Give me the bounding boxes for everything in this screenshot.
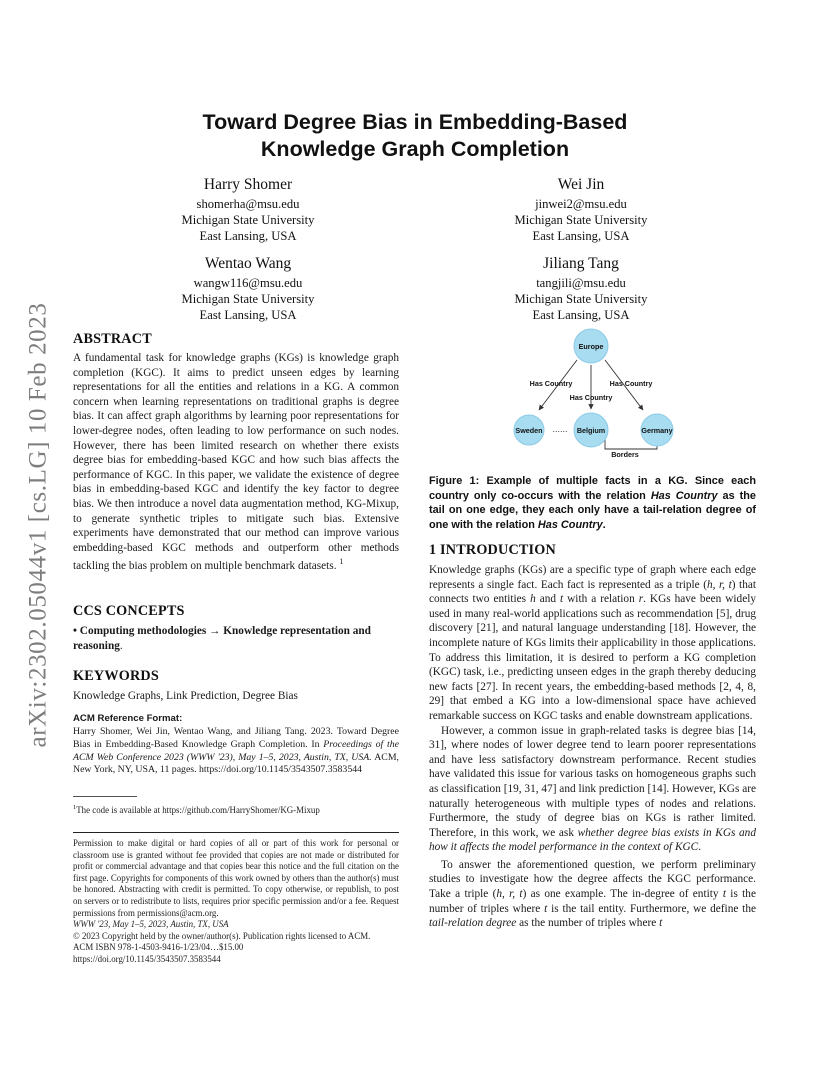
caption-part: as the tail on one edge, they each only have a tail-relation degree of one with the relation <box>429 489 756 531</box>
node-label-europe: Europe <box>578 342 604 351</box>
introduction-paragraph-2 <box>429 724 756 855</box>
math-var: r <box>638 593 644 606</box>
math-var: t <box>560 593 564 606</box>
author-name: Wei Jin <box>557 176 605 193</box>
node-label-sweden: Sweden <box>515 426 543 435</box>
abstract-heading: ABSTRACT <box>73 331 152 347</box>
text-run: However, a common issue in graph-related tasks is degree bias [14, 31], where nodes of lower degree tend to learn poorer representations and have less satisfactory downstream performance. Recent studies have validated this issue for various tasks on homogeneous graphs such as classification [19, 31, 47] and link prediction [14]. However, KGs are naturally heterogeneous with multiple types of nodes and relations. Furthermore, the study of degree bias on KGs is rather limited. Therefore, in this work, we ask <box>429 724 756 839</box>
author-affiliation: Michigan State University <box>514 292 648 306</box>
ccs-detail: Knowledge representation and reasoning <box>73 625 371 652</box>
keywords-heading: KEYWORDS <box>73 668 159 684</box>
author-affiliation: Michigan State University <box>181 292 315 306</box>
author-name: Wentao Wang <box>204 255 292 272</box>
text-run: Knowledge graphs (KGs) are a specific type of graph where each edge represents a single fact. Each fact is represented as a triple ( <box>429 564 756 591</box>
math-var: h <box>530 593 536 606</box>
text-run: To answer the aforementioned question, we perform preliminary studies to investigate how the degree affects the KGC performance. Take a triple ( <box>429 858 756 901</box>
kg-diagram-svg <box>429 320 756 465</box>
ccs-end: . <box>119 639 123 652</box>
caption-relation: Has Country <box>650 489 718 502</box>
math-var: t <box>659 917 663 930</box>
text-run: ) that connects two entities <box>429 578 756 606</box>
math-var: h, r, t <box>706 578 732 591</box>
math-var: t <box>544 902 548 915</box>
text-run: is the tail entity. Furthermore, we define the <box>547 902 756 915</box>
permission-copyright: © 2023 Copyright held by the owner/author(s). Publication rights licensed to ACM. <box>73 930 371 941</box>
caption-part: . <box>602 518 606 531</box>
author-email[interactable]: tangjili@msu.edu <box>536 276 626 290</box>
author-block-2 <box>451 175 711 244</box>
arxiv-stamp-text: arXiv:2302.05044v1 [cs.LG] 10 Feb 2023 <box>24 302 51 748</box>
reference-format-label: ACM Reference Format: <box>73 713 183 724</box>
footnote-rule <box>73 796 137 797</box>
text-run: with a relation <box>563 593 639 606</box>
text-run: as the number of triples where <box>516 917 660 930</box>
caption-relation: Has Country <box>537 518 603 531</box>
author-email[interactable]: shomerha@msu.edu <box>196 197 300 211</box>
caption-part: Figure 1: Example of multiple facts in a KG. Since each country only co-occurs with the relation <box>429 475 756 502</box>
footnote-area <box>73 796 399 817</box>
text-run: and <box>535 593 561 606</box>
author-block-3 <box>118 254 378 323</box>
author-location: East Lansing, USA <box>532 308 630 322</box>
figure-caption-text <box>429 474 756 532</box>
author-block-4 <box>451 254 711 323</box>
author-name: Harry Shomer <box>203 176 293 193</box>
author-affiliation: Michigan State University <box>514 213 648 227</box>
author-affiliation: Michigan State University <box>181 213 315 227</box>
ccs-section <box>73 602 399 653</box>
author-location: East Lansing, USA <box>199 229 297 243</box>
permission-text: Permission to make digital or hard copies of all or part of this work for personal or classroom use is granted without fee provided that copies are not made or distributed for profit or commercial advantage and that copies bear this notice and the full citation on the first page. Copyrights for components of this work owned by others than the author(s) must be honored. Abstracting with credit is permitted. To copy otherwise, or republish, to post on servers or to redistribute to lists, requires prior specific permission and/or a fee. Request permissions from permissions@acm.org. <box>73 838 399 918</box>
reference-format <box>73 713 399 777</box>
permission-isbn: ACM ISBN 978-1-4503-9416-1/23/04…$15.00 <box>73 942 244 953</box>
text-run: . KGs have been widely used in many real-world applications such as recommendation [5], drug discovery [21], and natural language understanding [18]. However, the incomplete nature of KGs limits their applicability in those applications. To address this limitation, it is desired to perform a KG completion (KGC) task, i.e., predicting unseen edges in the graph thereby deducing new facts [27]. In recent years, the embedding-based methods [2, 4, 8, 29] that embed a KG into a low-dimensional space have achieved remarkable success on KGC tasks and enable downstream applications. <box>429 593 756 722</box>
ccs-arrow: → <box>209 625 221 637</box>
ccs-heading: CCS CONCEPTS <box>73 603 185 619</box>
emphasis: tail-relation degree <box>429 917 517 930</box>
figure-1-kg-diagram <box>429 320 756 465</box>
abstract-section <box>73 330 399 574</box>
introduction-paragraph-3 <box>429 858 756 931</box>
reference-text-before: Harry Shomer, Wei Jin, Wentao Wang, and Jiliang Tang. 2023. Toward Degree Bias in Embedding-Based Knowledge Graph Completion. In <box>73 726 399 750</box>
footnote-text <box>73 802 399 817</box>
introduction-paragraph-1 <box>429 563 756 724</box>
edge-label-right: Has Country <box>609 379 653 388</box>
abstract-text <box>73 351 399 574</box>
author-location: East Lansing, USA <box>532 229 630 243</box>
title-line-1: Toward Degree Bias in Embedding-Based <box>202 110 628 134</box>
ccs-concepts <box>73 624 399 653</box>
author-email[interactable]: jinwei2@msu.edu <box>535 197 627 211</box>
node-label-germany: Germany <box>641 426 673 435</box>
permission-block <box>73 832 399 966</box>
reference-venue: Proceedings of the ACM Web Conference 2023 (WWW '23), May 1–5, 2023, Austin, TX, USA. <box>73 739 399 763</box>
footnote-mark: 1 <box>73 804 77 811</box>
keywords-section <box>73 667 399 704</box>
emphasis: whether degree bias exists in KGs and how it affects the model performance in the context of KGC <box>429 826 756 854</box>
paper-title <box>150 109 680 163</box>
text-run: . <box>698 841 702 854</box>
permission-conference: WWW '23, May 1–5, 2023, Austin, TX, USA <box>73 919 229 930</box>
ellipsis-dots: ...... <box>552 424 568 434</box>
reference-format-text <box>73 726 399 776</box>
math-var: t <box>722 888 726 901</box>
permission-rule <box>73 832 399 833</box>
text-run: is the number of triples where <box>429 888 756 915</box>
edge-label-borders: Borders <box>611 450 639 459</box>
abstract-footnote-mark[interactable]: 1 <box>339 557 344 567</box>
title-line-2: Knowledge Graph Completion <box>260 137 570 161</box>
figure-1-caption <box>429 474 756 532</box>
author-location: East Lansing, USA <box>199 308 297 322</box>
abstract-body: A fundamental task for knowledge graphs (KGs) is knowledge graph completion (KGC). It aims to predict unseen edges by learning representations for all the entities and relations in a KG. A common concern when learning representations on traditional graphs is degree bias. It can affect graph algorithms by learning poor representations for lower-degree nodes, often leading to low performance on such nodes. However, there has been limited research on whether there exists degree bias for embedding-based KGC and how such bias affects the performance of KGC. In this paper, we validate the existence of degree bias in embedding-based KGC and identify the key factor to degree bias. We then introduce a novel data augmentation method, KG-Mixup, to generate synthetic triples to mitigate such bias. Extensive experiments have demonstrated that our method can improve various embedding-based KGC methods and outperform other methods tackling the bias problem on multiple benchmark datasets. <box>73 352 399 573</box>
edge-label-left: Has Country <box>529 379 573 388</box>
edge-label-middle: Has Country <box>569 393 613 402</box>
reference-text-after[interactable]: ACM, New York, NY, USA, 11 pages. https://doi.org/10.1145/3543507.3583544 <box>73 751 400 776</box>
node-label-belgium: Belgium <box>576 426 606 435</box>
introduction-section <box>429 541 756 931</box>
ccs-bullet: • <box>73 625 77 637</box>
author-name: Jiliang Tang <box>543 255 619 272</box>
keywords-text: Knowledge Graphs, Link Prediction, Degree Bias <box>73 690 298 702</box>
math-var: h, r, t <box>496 888 523 901</box>
text-run: ) as one example. The in-degree of entity <box>522 888 723 901</box>
permission-doi[interactable]: https://doi.org/10.1145/3543507.3583544 <box>73 953 221 964</box>
arxiv-identifier-stamp <box>18 290 58 760</box>
footnote-body[interactable]: The code is available at https://github.com/HarryShomer/KG-Mixup <box>76 804 320 815</box>
author-block-1 <box>118 175 378 244</box>
introduction-heading: 1 INTRODUCTION <box>429 542 556 558</box>
author-email[interactable]: wangw116@msu.edu <box>193 276 303 290</box>
ccs-concept: Computing methodologies <box>79 625 207 637</box>
